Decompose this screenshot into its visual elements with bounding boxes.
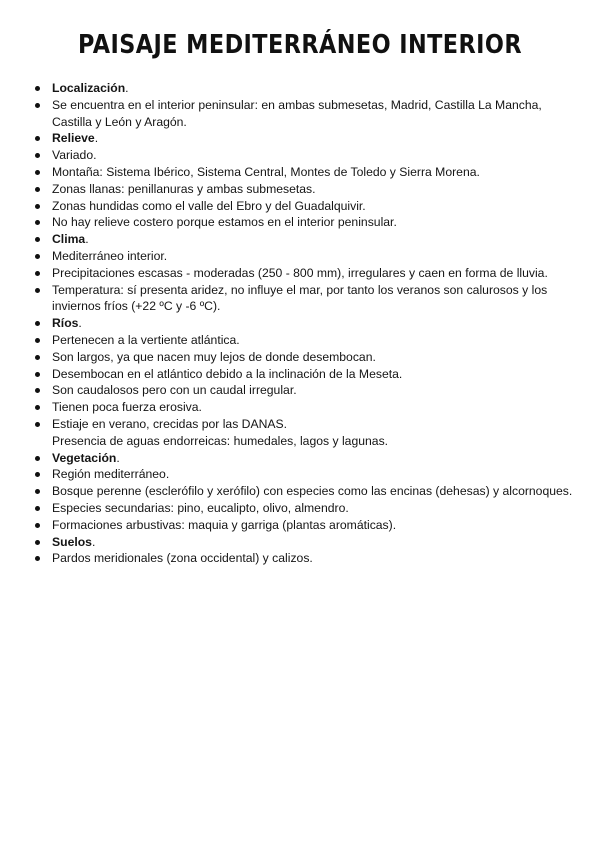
list-item [24, 181, 574, 198]
list-item-text: Zonas llanas: penillanuras y ambas submesetas. [52, 181, 316, 196]
list-item [24, 466, 574, 483]
section-heading: Vegetación. [24, 450, 574, 467]
list-item [24, 97, 574, 131]
section-heading-text: Suelos [52, 534, 92, 549]
section-heading-text: Clima [52, 232, 86, 247]
list-item-text: Pardos meridionales (zona occidental) y calizos. [52, 551, 313, 566]
list-item [24, 164, 574, 181]
section-heading: Ríos. [24, 315, 574, 332]
list-item-text: Tienen poca fuerza erosiva. [52, 400, 202, 415]
list-item-text: Estiaje en verano, crecidas por las DANAS. [52, 416, 288, 431]
section-heading-text: Ríos [52, 316, 79, 331]
list-item [24, 550, 574, 567]
list-item-text: Se encuentra en el interior peninsular: en ambas submesetas, Madrid, Castilla La Mancha, Castilla y León y Aragón. [52, 97, 542, 129]
list-item [24, 332, 574, 349]
list-item-text: Zonas hundidas como el valle del Ebro y del Guadalquivir. [52, 198, 366, 213]
list-item-text: Mediterráneo interior. [52, 248, 168, 263]
list-item [24, 517, 574, 534]
list-item [24, 198, 574, 215]
list-item-text: Precipitaciones escasas - moderadas (250 - 800 mm), irregulares y caen en forma de lluvia. [52, 265, 548, 280]
list-item-text: Región mediterráneo. [52, 467, 170, 482]
list-item [24, 399, 574, 416]
list-item [24, 282, 574, 316]
list-item-text: Desembocan en el atlántico debido a la inclinación de la Meseta. [52, 366, 403, 381]
section-heading: Localización. [24, 80, 574, 97]
list-item [24, 248, 574, 265]
list-item-text: Especies secundarias: pino, eucalipto, olivo, almendro. [52, 500, 349, 515]
list-item-text: Bosque perenne (esclerófilo y xerófilo) con especies como las encinas (dehesas) y alcornoques. [52, 484, 573, 499]
list-item-text: Son caudalosos pero con un caudal irregular. [52, 383, 297, 398]
list-item-text: Montaña: Sistema Ibérico, Sistema Central, Montes de Toledo y Sierra Morena. [52, 164, 480, 179]
list-item [24, 366, 574, 383]
page-title: PAISAJE MEDITERRÁNEO INTERIOR [77, 30, 523, 60]
list-item [24, 382, 574, 399]
section-heading-text: Localización [52, 81, 126, 95]
list-item [24, 483, 574, 500]
bullet-list [24, 80, 574, 567]
section-heading: Suelos. [24, 534, 574, 551]
list-item-text: Temperatura: sí presenta aridez, no influye el mar, por tanto los veranos son calurosos y los inviernos fríos (+22 ºC y -6 ºC). [52, 282, 548, 314]
list-item [24, 433, 574, 450]
list-item [24, 214, 574, 231]
list-item-text: Son largos, ya que nacen muy lejos de donde desembocan. [52, 349, 376, 364]
list-item [24, 265, 574, 282]
section-heading: Relieve. [24, 130, 574, 147]
list-item-text: Formaciones arbustivas: maquia y garriga (plantas aromáticas). [52, 517, 397, 532]
list-item [24, 147, 574, 164]
list-item [24, 500, 574, 517]
list-item-text: Presencia de aguas endorreicas: humedales, lagos y lagunas. [52, 433, 389, 448]
list-item-text: Variado. [52, 148, 97, 163]
list-item [24, 349, 574, 366]
section-heading-text: Vegetación [52, 450, 117, 465]
section-heading: Clima. [24, 231, 574, 248]
list-item-text: Pertenecen a la vertiente atlántica. [52, 332, 240, 347]
list-item [24, 416, 574, 433]
section-heading-text: Relieve [52, 131, 95, 146]
list-item-text: No hay relieve costero porque estamos en el interior peninsular. [52, 215, 397, 230]
